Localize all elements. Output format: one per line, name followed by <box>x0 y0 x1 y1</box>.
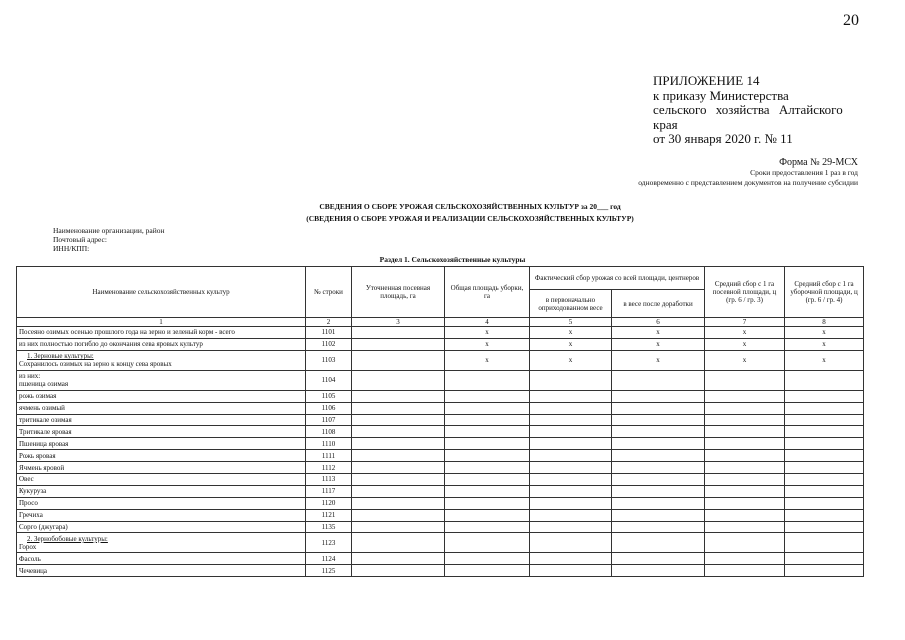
header-harvest-initial: в первоначально оприходованном весе <box>530 290 612 318</box>
value-cell-c5[interactable] <box>530 438 612 450</box>
value-cell-c5[interactable] <box>530 497 612 509</box>
column-index: 4 <box>445 318 530 327</box>
value-cell-c5[interactable] <box>530 462 612 474</box>
value-cell-c7[interactable] <box>705 497 785 509</box>
page-number: 20 <box>843 12 859 29</box>
value-cell-c8[interactable] <box>785 553 864 565</box>
table-row <box>17 438 864 450</box>
table-row <box>17 565 864 577</box>
row-code-cell: 1124 <box>306 553 352 565</box>
value-cell-c3[interactable] <box>352 338 445 350</box>
value-cell-c3[interactable] <box>352 350 445 370</box>
header-harvest-group: Фактический сбор урожая со всей площади, центнеров <box>530 267 705 290</box>
value-cell-c8[interactable] <box>785 390 864 402</box>
value-cell-c4[interactable] <box>445 390 530 402</box>
crop-name: ячмень озимый <box>19 404 65 413</box>
value-cell-c6[interactable] <box>612 565 705 577</box>
value-cell-c7[interactable]: х <box>705 338 785 350</box>
organization-info <box>53 226 164 253</box>
crop-name: Кукуруза <box>19 487 47 496</box>
header-avg-sown: Средний сбор с 1 га посевной площади, ц (гр. 6 / гр. 3) <box>705 267 785 318</box>
value-cell-c3[interactable] <box>352 474 445 486</box>
section-label: из них: <box>19 372 41 381</box>
crop-name-cell <box>17 414 306 426</box>
value-cell-c8[interactable] <box>785 370 864 390</box>
row-code-cell: 1102 <box>306 338 352 350</box>
value-cell-c7[interactable] <box>705 533 785 553</box>
row-code-cell: 1105 <box>306 390 352 402</box>
value-cell-c3[interactable] <box>352 462 445 474</box>
row-code-cell: 1107 <box>306 414 352 426</box>
crop-name: рожь озимая <box>19 392 57 401</box>
table-row <box>17 414 864 426</box>
value-cell-c3[interactable] <box>352 327 445 339</box>
header-row-number: № строки <box>306 267 352 318</box>
table-row <box>17 485 864 497</box>
value-cell-c5[interactable] <box>530 402 612 414</box>
value-cell-c3[interactable] <box>352 521 445 533</box>
crop-name: Чечевица <box>19 566 48 575</box>
value-cell-c3[interactable] <box>352 450 445 462</box>
value-cell-c6[interactable] <box>612 497 705 509</box>
document-title: СВЕДЕНИЯ О СБОРЕ УРОЖАЯ СЕЛЬСКОХОЗЯЙСТВЕННЫХ КУЛЬТУР за 20___ год <box>319 202 621 211</box>
value-cell-c4[interactable]: х <box>445 327 530 339</box>
value-cell-c6[interactable]: х <box>612 327 705 339</box>
value-cell-c4[interactable] <box>445 438 530 450</box>
value-cell-c5[interactable] <box>530 390 612 402</box>
value-cell-c4[interactable] <box>445 414 530 426</box>
value-cell-c5[interactable] <box>530 426 612 438</box>
crop-name-cell <box>17 450 306 462</box>
annex-line-5: от 30 января 2020 г. № 11 <box>653 131 793 146</box>
value-cell-c8[interactable] <box>785 509 864 521</box>
value-cell-c4[interactable]: х <box>445 350 530 370</box>
annex-block <box>653 74 843 147</box>
crop-name: Гречиха <box>19 511 43 520</box>
table-row <box>17 370 864 390</box>
value-cell-c8[interactable] <box>785 485 864 497</box>
value-cell-c4[interactable] <box>445 497 530 509</box>
value-cell-c6[interactable] <box>612 533 705 553</box>
crop-name: Тритикале яровая <box>19 427 72 436</box>
value-cell-c6[interactable] <box>612 462 705 474</box>
value-cell-c3[interactable] <box>352 402 445 414</box>
value-cell-c3[interactable] <box>352 438 445 450</box>
org-name-label: Наименование организации, район <box>53 226 165 235</box>
value-cell-c6[interactable] <box>612 521 705 533</box>
value-cell-c4[interactable] <box>445 474 530 486</box>
value-cell-c7[interactable] <box>705 474 785 486</box>
row-code-cell: 1112 <box>306 462 352 474</box>
value-cell-c5[interactable] <box>530 450 612 462</box>
value-cell-c8[interactable] <box>785 450 864 462</box>
crop-name-cell <box>17 462 306 474</box>
value-cell-c6[interactable] <box>612 402 705 414</box>
row-code-cell: 1121 <box>306 509 352 521</box>
column-index: 5 <box>530 318 612 327</box>
value-cell-c3[interactable] <box>352 553 445 565</box>
value-cell-c7[interactable] <box>705 462 785 474</box>
crop-name-cell <box>17 533 306 553</box>
row-code-cell: 1108 <box>306 426 352 438</box>
value-cell-c6[interactable] <box>612 553 705 565</box>
row-code-cell: 1101 <box>306 327 352 339</box>
value-cell-c8[interactable] <box>785 426 864 438</box>
column-index: 7 <box>705 318 785 327</box>
row-code-cell: 1103 <box>306 350 352 370</box>
value-cell-c6[interactable] <box>612 509 705 521</box>
value-cell-c7[interactable] <box>705 450 785 462</box>
column-index-row <box>17 318 864 327</box>
value-cell-c3[interactable] <box>352 390 445 402</box>
value-cell-c8[interactable] <box>785 462 864 474</box>
value-cell-c6[interactable] <box>612 485 705 497</box>
value-cell-c4[interactable] <box>445 402 530 414</box>
value-cell-c5[interactable] <box>530 509 612 521</box>
crop-name-cell <box>17 338 306 350</box>
section-title: Раздел 1. Сельскохозяйственные культуры <box>379 255 526 264</box>
column-index: 1 <box>17 318 306 327</box>
crop-name: Просо <box>19 499 38 508</box>
value-cell-c6[interactable]: х <box>612 350 705 370</box>
annex-line-1: ПРИЛОЖЕНИЕ 14 <box>653 73 760 88</box>
crop-name-cell <box>17 565 306 577</box>
value-cell-c4[interactable] <box>445 462 530 474</box>
column-index: 6 <box>612 318 705 327</box>
value-cell-c3[interactable] <box>352 497 445 509</box>
value-cell-c5[interactable]: х <box>530 338 612 350</box>
harvest-table <box>16 266 864 577</box>
crop-name-cell <box>17 370 306 390</box>
value-cell-c5[interactable] <box>530 370 612 390</box>
value-cell-c7[interactable] <box>705 370 785 390</box>
crop-name: тритикале озимая <box>19 416 72 424</box>
table-row <box>17 327 864 339</box>
value-cell-c7[interactable] <box>705 509 785 521</box>
value-cell-c5[interactable] <box>530 474 612 486</box>
table-row <box>17 474 864 486</box>
form-period: Сроки предоставления 1 раз в год <box>750 168 858 177</box>
value-cell-c7[interactable] <box>705 521 785 533</box>
value-cell-c3[interactable] <box>352 565 445 577</box>
row-code-cell: 1125 <box>306 565 352 577</box>
crop-name: Ячмень яровой <box>19 463 65 472</box>
value-cell-c4[interactable]: х <box>445 338 530 350</box>
crop-name-cell <box>17 521 306 533</box>
value-cell-c4[interactable] <box>445 426 530 438</box>
value-cell-c8[interactable] <box>785 402 864 414</box>
table-row <box>17 521 864 533</box>
value-cell-c6[interactable] <box>612 450 705 462</box>
crop-name-cell <box>17 497 306 509</box>
value-cell-c3[interactable] <box>352 426 445 438</box>
value-cell-c5[interactable] <box>530 521 612 533</box>
value-cell-c4[interactable] <box>445 370 530 390</box>
value-cell-c7[interactable] <box>705 438 785 450</box>
row-code-cell: 1111 <box>306 450 352 462</box>
crop-name: Пшеница яровая <box>19 439 69 448</box>
row-code-cell: 1120 <box>306 497 352 509</box>
row-code-cell: 1117 <box>306 485 352 497</box>
table-row <box>17 402 864 414</box>
form-info <box>638 158 858 188</box>
crop-name-cell <box>17 438 306 450</box>
crop-name: Сорго (джугара) <box>19 523 68 532</box>
value-cell-c6[interactable] <box>612 438 705 450</box>
column-index: 8 <box>785 318 864 327</box>
row-code-cell: 1123 <box>306 533 352 553</box>
value-cell-c5[interactable] <box>530 533 612 553</box>
value-cell-c4[interactable] <box>445 553 530 565</box>
table-row <box>17 533 864 553</box>
value-cell-c6[interactable] <box>612 414 705 426</box>
annex-line-2: к приказу Министерства <box>653 87 789 103</box>
row-code-cell: 1135 <box>306 521 352 533</box>
crop-name: Рожь яровая <box>19 451 56 460</box>
crop-name: Горох <box>19 542 37 551</box>
value-cell-c8[interactable] <box>785 497 864 509</box>
value-cell-c8[interactable] <box>785 474 864 486</box>
value-cell-c7[interactable]: х <box>705 350 785 370</box>
value-cell-c6[interactable] <box>612 474 705 486</box>
value-cell-c8[interactable] <box>785 533 864 553</box>
header-avg-harvest: Средний сбор с 1 га уборочной площади, ц (гр. 6 / гр. 4) <box>785 267 864 318</box>
value-cell-c8[interactable]: х <box>785 350 864 370</box>
value-cell-c4[interactable] <box>445 565 530 577</box>
row-code-cell: 1106 <box>306 402 352 414</box>
annex-line-3: сельского хозяйства Алтайского <box>653 102 843 117</box>
value-cell-c3[interactable] <box>352 370 445 390</box>
table-row <box>17 426 864 438</box>
crop-name-cell <box>17 474 306 486</box>
table-row <box>17 338 864 350</box>
column-index: 2 <box>306 318 352 327</box>
column-index: 3 <box>352 318 445 327</box>
crop-name-cell <box>17 327 306 339</box>
section-label: 2. Зернобобовые культуры: <box>27 534 108 543</box>
table-row <box>17 450 864 462</box>
value-cell-c8[interactable] <box>785 565 864 577</box>
crop-name-cell <box>17 402 306 414</box>
value-cell-c7[interactable] <box>705 402 785 414</box>
value-cell-c3[interactable] <box>352 533 445 553</box>
table-row <box>17 509 864 521</box>
org-address-label: Почтовый адрес: <box>53 235 107 244</box>
table-row <box>17 497 864 509</box>
value-cell-c5[interactable] <box>530 565 612 577</box>
value-cell-c5[interactable]: х <box>530 350 612 370</box>
value-cell-c5[interactable] <box>530 485 612 497</box>
value-cell-c4[interactable] <box>445 509 530 521</box>
crop-name: Овес <box>19 475 34 484</box>
row-code-cell: 1104 <box>306 370 352 390</box>
crop-name-cell <box>17 509 306 521</box>
header-harvest-after: в весе после доработки <box>612 290 705 318</box>
value-cell-c8[interactable] <box>785 438 864 450</box>
crop-name-cell <box>17 390 306 402</box>
crop-name-cell <box>17 553 306 565</box>
value-cell-c8[interactable] <box>785 414 864 426</box>
section-label: 1. Зерновые культуры: <box>27 352 94 361</box>
form-number: Форма № 29-МСХ <box>779 157 858 168</box>
value-cell-c7[interactable] <box>705 414 785 426</box>
value-cell-c7[interactable] <box>705 553 785 565</box>
table-row <box>17 350 864 370</box>
value-cell-c8[interactable] <box>785 521 864 533</box>
row-code-cell: 1113 <box>306 474 352 486</box>
value-cell-c4[interactable] <box>445 485 530 497</box>
value-cell-c6[interactable] <box>612 370 705 390</box>
document-titles <box>0 201 905 225</box>
value-cell-c4[interactable] <box>445 450 530 462</box>
value-cell-c4[interactable] <box>445 533 530 553</box>
crop-name-cell <box>17 485 306 497</box>
document-subtitle: (СВЕДЕНИЯ О СБОРЕ УРОЖАЯ И РЕАЛИЗАЦИИ СЕЛЬСКОХОЗЯЙСТВЕННЫХ КУЛЬТУР) <box>306 214 634 223</box>
annex-line-4: края <box>653 116 678 132</box>
value-cell-c3[interactable] <box>352 414 445 426</box>
value-cell-c7[interactable] <box>705 426 785 438</box>
header-area-refined: Уточненная посевная площадь, га <box>352 267 445 318</box>
value-cell-c7[interactable] <box>705 390 785 402</box>
value-cell-c5[interactable] <box>530 414 612 426</box>
value-cell-c8[interactable]: х <box>785 327 864 339</box>
value-cell-c6[interactable]: х <box>612 338 705 350</box>
table-row <box>17 390 864 402</box>
crop-name: из них полностью погибло до окончания сева яровых культур <box>19 340 203 349</box>
row-code-cell: 1110 <box>306 438 352 450</box>
crop-name: Фасоль <box>19 554 41 563</box>
value-cell-c7[interactable] <box>705 485 785 497</box>
value-cell-c7[interactable]: х <box>705 327 785 339</box>
value-cell-c6[interactable] <box>612 426 705 438</box>
crop-name: Посеяно озимых осенью прошлого года на зерно и зеленый корм - всего <box>19 328 235 337</box>
table-row <box>17 462 864 474</box>
value-cell-c3[interactable] <box>352 485 445 497</box>
value-cell-c5[interactable]: х <box>530 327 612 339</box>
value-cell-c3[interactable] <box>352 509 445 521</box>
value-cell-c7[interactable] <box>705 565 785 577</box>
value-cell-c6[interactable] <box>612 390 705 402</box>
crop-name-cell <box>17 426 306 438</box>
crop-name: Сохранилось озимых на зерно к концу сева яровых <box>19 360 172 369</box>
table-row <box>17 553 864 565</box>
crop-name-cell <box>17 350 306 370</box>
header-area-total: Общая площадь уборки, га <box>445 267 530 318</box>
form-note: одновременно с представлением документов на получение субсидии <box>638 178 858 187</box>
value-cell-c4[interactable] <box>445 521 530 533</box>
org-inn-label: ИНН/КПП: <box>53 244 90 253</box>
value-cell-c5[interactable] <box>530 553 612 565</box>
crop-name: пшеница озимая <box>19 380 69 389</box>
header-crop-name: Наименование сельскохозяйственных культур <box>17 267 306 318</box>
value-cell-c8[interactable]: х <box>785 338 864 350</box>
